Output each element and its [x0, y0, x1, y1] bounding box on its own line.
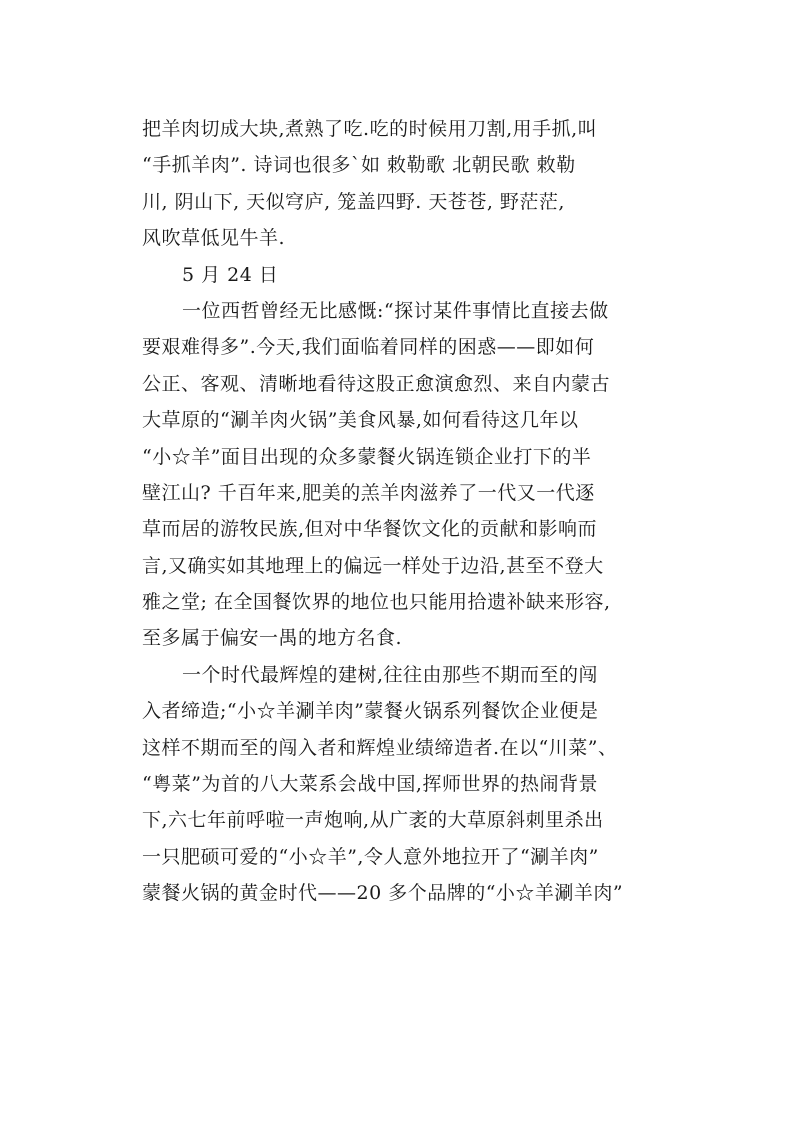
text-line: 一个时代最辉煌的建树,往往由那些不期而至的闯 [182, 663, 599, 686]
text-line: 要艰难得多”.今天,我们面临着同样的困惑——即如何 [142, 336, 595, 359]
date-heading: 5 月 24 日 [182, 263, 279, 286]
text-line: 这样不期而至的闯入者和辉煌业绩缔造者.在以“川菜”、 [142, 736, 618, 759]
text-line: 草而居的游牧民族,但对中华餐饮文化的贡献和影响而 [142, 518, 598, 541]
text-line: “粤菜”为首的八大菜系会战中国,挥师世界的热闹背景 [142, 773, 598, 796]
text-line: 言,又确实如其地理上的偏远一样处于边沿,甚至不登大 [142, 554, 604, 577]
text-line: 风吹草低见牛羊. [142, 227, 286, 250]
text-line: 公正、客观、清晰地看待这股正愈演愈烈、来自内蒙古 [142, 372, 611, 395]
text-line: 一位西哲曾经无比感慨:“探讨某件事情比直接去做 [182, 299, 609, 322]
text-line: “小☆羊”面目出现的众多蒙餐火锅连锁企业打下的半 [142, 445, 592, 468]
body-text [142, 111, 672, 912]
text-line: 把羊肉切成大块,煮熟了吃.吃的时候用刀割,用手抓,叫 [142, 118, 598, 140]
text-line: 至多属于偏安一禺的地方名食. [142, 627, 403, 650]
text-line: 大草原的“涮羊肉火锅”美食风暴,如何看待这几年以 [142, 409, 579, 432]
text-line: 蒙餐火锅的黄金时代——20 多个品牌的“小☆羊涮羊肉” [142, 882, 624, 905]
text-line: 下,六七年前呼啦一声炮响,从广袤的大草原斜刺里杀出 [142, 809, 604, 832]
text-line: 川, 阴山下, 天似穹庐, 笼盖四野. 天苍苍, 野茫茫, [142, 190, 565, 213]
text-line: 雅之堂; 在全国餐饮界的地位也只能用拾遗补缺来形容, [142, 591, 611, 614]
text-line: “手抓羊肉”. 诗词也很多`如 敕勒歌 北朝民歌 敕勒 [142, 154, 576, 177]
text-line: 入者缔造;“小☆羊涮羊肉”蒙餐火锅系列餐饮企业便是 [142, 700, 599, 723]
text-line: 壁江山? 千百年来,肥美的羔羊肉滋养了一代又一代逐 [142, 481, 595, 504]
text-line: 一只肥硕可爱的“小☆羊”,令人意外地拉开了“涮羊肉” [142, 845, 599, 868]
